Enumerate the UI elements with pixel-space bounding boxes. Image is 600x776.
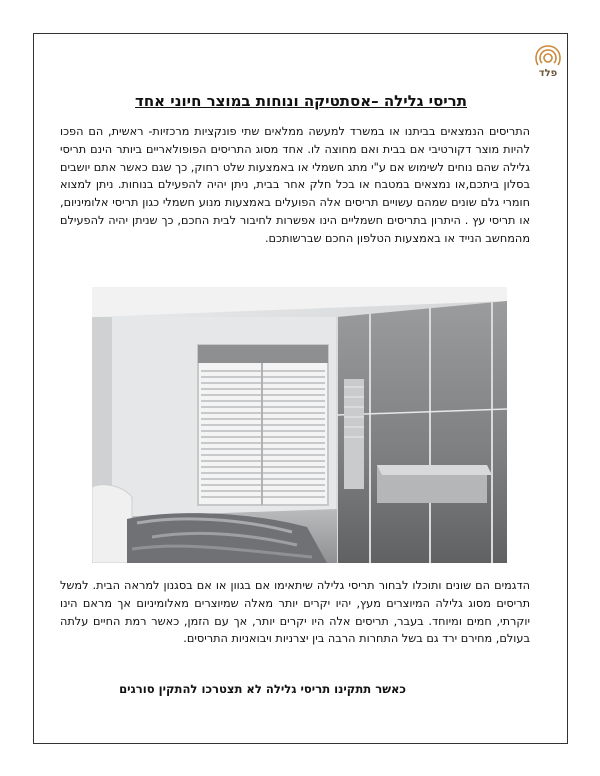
bedroom-photo: [92, 287, 507, 563]
page-title: תריסי גלילה –אסתטיקה ונוחות במוצר חיוני אחד: [135, 92, 467, 110]
subheading: כאשר תתקינו תריסי גלילה לא תצטרכו להתקין סורגים: [119, 682, 406, 696]
paragraph-models: הדגמים הם שונים ותוכלו לבחור תריסי גלילה שיתאימו אם בגוון או אם בסגנון למראה הבית. למשל תריסים מסוג גלילה המיוצרים מעץ, יהיו יקרים יותר מאלה שמיוצרים מאלומיניום אך מראם הינו יוקרתי, חמים ומיוחד. בעבר, תריסים אלה היו יקרים יותר, אך עם הזמן, כאשר רמת החיים עלתה בעולם, מחירם ירד גם בשל התחרות הרבה בין יצרניות ויבואניות התריסים.: [60, 579, 530, 646]
paragraph-intro: התריסים הנמצאים בביתנו או במשרד למעשה ממלאים שתי פונקציות מרכזיות- ראשית, הם הפכו להיות מוצר דקורטיבי אם בבית ואם מחוצה לו. אחד מסוג התריסים הפופולאריים ביותר הינם תריסי גלילה שהם נוחים לשימוש אם ע"י מתג חשמלי או באמצעות שלט רחוק, כך שגם כאשר אתם יושבים בסלון ביתכם,או נמצאים במטבח או בכל חלק אחר בבית, ניתן יהיה להפעילם בנוחות. ניתן למצוא חומרי גלם שונים שמהם עשויים תריסים אלה הפועלים באמצעות מנוע חשמלי כגון תריסי אלומיניום, או תריסי עץ . היתרון בתריסים חשמליים הינו אפשרות לחיבור לבית החכם, כך שניתן יהיה להפעילם מהמחשב הנייד או באמצעות הטלפון החכם שברשותכם.: [60, 125, 530, 245]
bedroom-illustration: [92, 287, 507, 563]
logo-text: פלד: [538, 68, 558, 79]
